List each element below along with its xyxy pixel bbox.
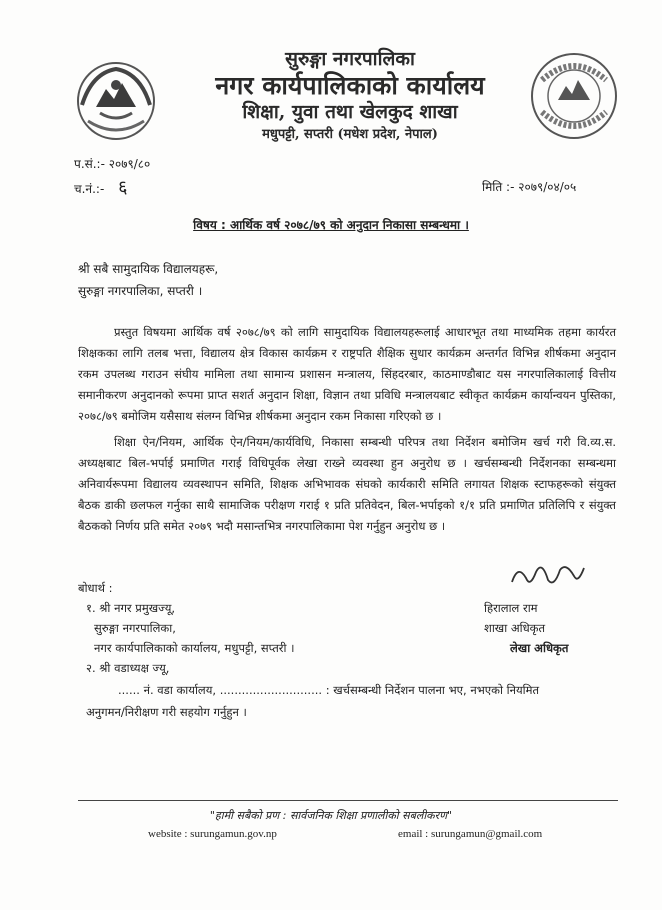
municipality-name: सुरुङ्गा नगरपालिका <box>285 48 415 70</box>
municipality-seal-icon <box>528 50 620 142</box>
signatory-name: हिरालाल राम <box>484 601 538 615</box>
cc-item-1-line-3: नगर कार्यपालिकाको कार्यालय, मधुपट्टी, सप्तरी । <box>94 641 295 655</box>
cc-item-1-line-2: सुरुङ्गा नगरपालिका, <box>94 621 176 635</box>
body-paragraph-1: प्रस्तुत विषयमा आर्थिक वर्ष २०७८/७९ को लागि सामुदायिक विद्यालयहरूलाई आधारभूत तथा माध्यमिक तहमा कार्यरत शिक्षकका लागि तलब भत्ता, विद्यालय क्षेत्र विकास कार्यक्रम र राष्ट्रपति शैक्षिक सुधार कार्यक्रम अन्तर्गत विभिन्न शीर्षकमा अनुदान रकम उपलब्ध गराउन संघीय मामिला तथा सामान्य प्रशासन मन्त्रालय, सिंहदरबार, काठमाण्डौबाट यस नगरपालिकालाई वित्तीय समानीकरण अनुदानको रूपमा प्राप्त सशर्त अनुदान शिक्षा, विज्ञान तथा प्रविधि मन्त्रालयबाट स्वीकृत कार्यक्रम कार्यान्वयन पुस्तिका, २०७८/७९ बमोजिम यसैसाथ संलग्न विभिन्न शीर्षकमा अनुदान रकम निकासा गरिएको छ । <box>78 325 616 423</box>
cc-item-2-line-1: २. श्री वडाध्यक्ष ज्यू, <box>86 661 170 675</box>
office-name: नगर कार्यपालिकाको कार्यालय <box>215 71 485 100</box>
letter-date: मिति :- २०७९/०४/०५ <box>482 180 577 194</box>
subject-line <box>0 216 662 233</box>
office-address: मधुपट्टी, सप्तरी (मधेश प्रदेश, नेपाल) <box>262 127 438 142</box>
dispatch-number <box>74 175 128 199</box>
cc-label: बोधार्थ : <box>78 581 113 595</box>
signatory-title: शाखा अधिकृत <box>484 621 546 635</box>
body-paragraph-2: शिक्षा ऐन/नियम, आर्थिक ऐन/नियम/कार्यविधि, निकासा सम्बन्धी परिपत्र तथा निर्देशन बमोजिम खर्च गरी वि.व्य.स. अध्यक्षबाट बिल-भर्पाई प्रमाणित गराई विधिपूर्वक लेखा राख्ने व्यवस्था हुन अनुरोध छ । खर्चसम्बन्धी निर्देशनका सम्बन्धमा अनिवार्यरूपमा विद्यालय व्यवस्थापन समिति, शिक्षक अभिभावक संघको कार्यकारी समिति लगायत शिक्षक स्टाफहरूको संयुक्त बैठक डाकी छलफल गर्नुका साथै सामाजिक परीक्षण गराई १ प्रति प्रतिवेदन, बिल-भर्पाइको १/१ प्रति प्रमाणित प्रतिलिपि र संयुक्त बैठकको निर्णय प्रति समेत २०७९ भदौ मसान्तभित्र नगरपालिकामा पेश गर्नुहुन अनुरोध छ । <box>78 435 616 533</box>
dispatch-number-value: ६ <box>118 177 128 198</box>
cc-item-1-line-1: १. श्री नगर प्रमुखज्यू, <box>86 601 176 615</box>
signature-scribble-icon <box>508 558 588 594</box>
section-name: शिक्षा, युवा तथा खेलकुद शाखा <box>242 101 458 123</box>
dispatch-number-label: च.नं.:- <box>74 182 105 196</box>
cc-item-2-line-2: ...... नं. वडा कार्यालय, ............................ : खर्चसम्बन्धी निर्देशन पालना भए, नभएको नियमित <box>118 683 540 697</box>
subject-text: विषय : आर्थिक वर्ष २०७८/७९ को अनुदान निकासा सम्बन्धमा । <box>193 218 469 232</box>
recipient-line-2: सुरुङ्गा नगरपालिका, सप्तरी । <box>78 284 203 298</box>
cc-item-2-line-3: अनुगमन/निरीक्षण गरी सहयोग गर्नुहुन । <box>86 705 247 719</box>
letter-number: प.सं.:- २०७९/८० <box>74 157 151 171</box>
footer-website: website : surungamun.gov.np <box>148 828 277 840</box>
footer-divider <box>78 800 618 801</box>
footer-slogan: "हामी सबैको प्रण : सार्वजनिक शिक्षा प्रणालीको सबलीकरण" <box>209 809 453 822</box>
recipient-line-1: श्री सबै सामुदायिक विद्यालयहरू, <box>78 262 219 276</box>
nepal-emblem-icon <box>72 55 160 143</box>
footer-email: email : surungamun@gmail.com <box>398 828 543 840</box>
signatory-stamp: लेखा अधिकृत <box>510 641 569 655</box>
